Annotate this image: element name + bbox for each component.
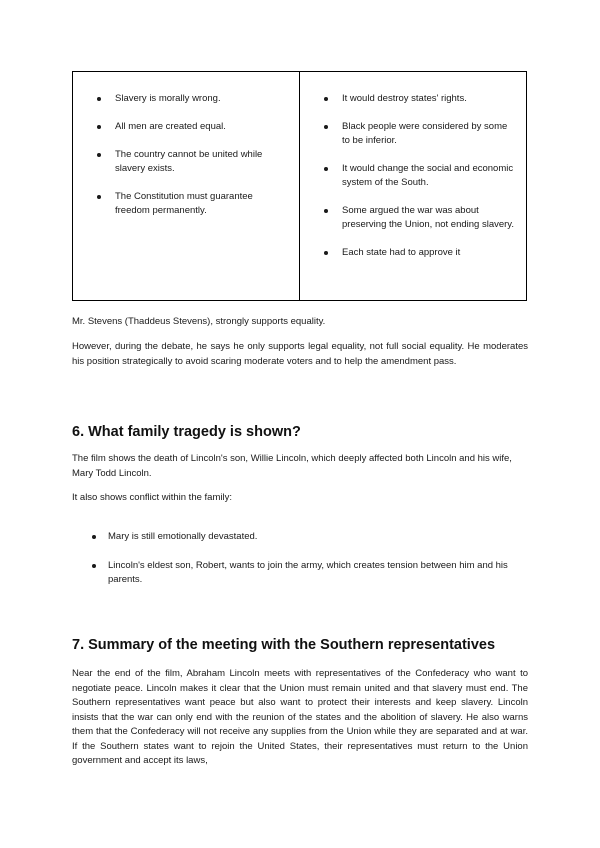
stevens-paragraph: Mr. Stevens (Thaddeus Stevens), strongly supports equality. [72, 316, 326, 327]
list-item: Mary is still emotionally devastated. [92, 530, 522, 544]
section-6-paragraph-1: The film shows the death of Lincoln's son, Willie Lincoln, which deeply affected both Lincoln and his wife, Mary Todd Lincoln. [72, 453, 512, 479]
table-column-left [73, 72, 300, 300]
however-paragraph: However, during the debate, he says he only supports legal equality, not full social equality. He moderates his position strategically to avoid scaring moderate voters and to help the amendment pass. [72, 341, 528, 367]
list-item: It would change the social and economic system of the South. [324, 162, 514, 190]
section-7-paragraph: Near the end of the film, Abraham Lincoln meets with representatives of the Confederacy who want to negotiate peace. Lincoln makes it clear that the Union must remain united and that slavery must end. The Southern representatives want peace but also want to protect their interests and keep slavery. Lincoln insists that the war can only end with the reunion of the states and the abolition of slavery. He also warns them that the Confederacy will not receive any supplies from the Union while they are separated and at war. If the Southern states want to rejoin the United States, their representatives must return to the Union government and accept its laws, [72, 668, 528, 766]
list-item: Each state had to approve it [324, 246, 514, 260]
list-item: Slavery is morally wrong. [97, 92, 287, 106]
list-item: Lincoln's eldest son, Robert, wants to join the army, which creates tension between him and his parents. [92, 559, 522, 587]
list-item: All men are created equal. [97, 120, 287, 134]
section-7-heading: 7. Summary of the meeting with the Southern representatives [72, 637, 496, 653]
section-6-paragraph-2: It also shows conflict within the family: [72, 492, 232, 503]
list-item: Black people were considered by some to be inferior. [324, 120, 514, 148]
right-bullet-list [324, 92, 514, 260]
left-bullet-list [97, 92, 287, 218]
list-item: The country cannot be united while slavery exists. [97, 148, 287, 176]
list-item: It would destroy states' rights. [324, 92, 514, 106]
comparison-table [72, 71, 527, 301]
section-6-heading: 6. What family tragedy is shown? [72, 424, 301, 440]
list-item: The Constitution must guarantee freedom permanently. [97, 190, 287, 218]
family-conflict-list [92, 530, 522, 602]
list-item: Some argued the war was about preserving the Union, not ending slavery. [324, 204, 514, 232]
table-column-right [300, 72, 526, 300]
